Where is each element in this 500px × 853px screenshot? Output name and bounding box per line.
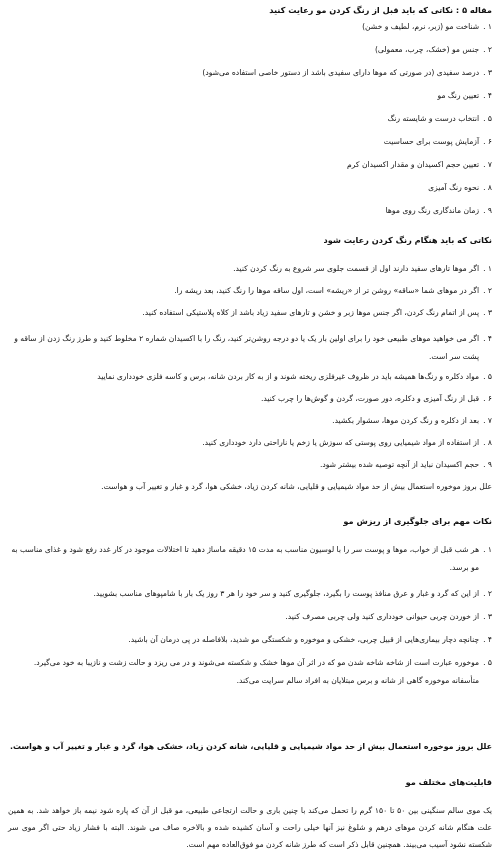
list-item [8, 160, 492, 183]
item-number: ۷ . [483, 160, 492, 169]
list-item [8, 416, 492, 438]
list-item [8, 91, 492, 114]
list-item [8, 438, 492, 460]
section-title: مقاله ۵ : نکاتی که باید قبل از رنگ کردن مو رعایت کنید [269, 5, 492, 15]
list-item [8, 394, 492, 416]
item-number: ۵ . [483, 372, 492, 381]
item-number: ۸ . [483, 438, 492, 447]
item-number: ۳ . [483, 68, 492, 77]
item-number: ۱ . [483, 22, 492, 31]
item-text: آزمایش پوست برای حساسیت [383, 137, 480, 146]
list-item [8, 372, 492, 394]
list-item [8, 22, 492, 45]
item-text: اگر می خواهید موهای طبیعی خود را برای اولین بار یک یا دو درجه روشن‌تر کنید، رنگ را با اکسیدان شماره ۲ مخلوط کنید و طرز رنگ زدن از ساقه و پشت سر است. [14, 334, 480, 361]
list-item [8, 45, 492, 68]
item-number: ۵ . [483, 658, 492, 667]
item-number: ۶ . [483, 137, 492, 146]
list-item [8, 183, 492, 206]
bold-note: علل بروز موخوره استعمال بیش از حد مواد شیمیایی و قلیایی، شانه کردن زیاد، خشکی هوا، گرد و غبار و تغییر آب و هواست. [10, 742, 492, 751]
item-text: موخوره عبارت است از شاخه شاخه شدن مو که در اثر آن موها خشک و شکسته می‌شوند و در می ریزد و حالت زشت و نازیبا به خود می‌گیرد. متأسفانه موخوره گاهی از شانه و برس مبتلایان به افراد سالم سرایت می‌کند. [33, 658, 480, 685]
item-number: ۹ . [483, 206, 492, 215]
list-item [8, 330, 492, 372]
list-item [8, 631, 492, 654]
item-number: ۳ . [483, 612, 492, 621]
item-text: اگر در موهای شما «ساقه» روشن تر از «ریشه» است، اول ساقه موها را رنگ کنید، بعد ریشه را. [174, 286, 480, 295]
section-pre-coloring [8, 4, 492, 222]
list-item [8, 286, 492, 308]
list-item [8, 654, 492, 694]
item-text: پس از اتمام رنگ کردن، اگر جنس موها زبر و خشن و تارهای سفید زیاد باشد از کلاه پلاستیکی استفاده کنید. [142, 308, 480, 317]
list-item [8, 608, 492, 631]
list-item [8, 206, 492, 222]
section-hair-abilities [8, 776, 492, 853]
item-text: درصد سفیدی (در صورتی که موها دارای سفیدی باشد از دستور خاصی استفاده می‌شود) [202, 68, 480, 77]
item-text: نحوه رنگ آمیزی [428, 183, 480, 192]
list-item [8, 264, 492, 286]
item-number: ۲ . [483, 286, 492, 295]
list-item [8, 308, 492, 330]
item-number: ۴ . [483, 635, 492, 644]
list-item [8, 137, 492, 160]
item-text: چنانچه دچار بیماری‌هایی از قبیل چربی، خشکی و موخوره و شکستگی مو شدید، بلافاصله در پی درمان آن باشید. [128, 635, 480, 644]
list-item [8, 460, 492, 482]
list-item [8, 541, 492, 585]
item-number: ۷ . [483, 416, 492, 425]
item-number: ۲ . [483, 45, 492, 54]
section-title: نکات مهم برای جلوگیری از ریزش مو [343, 516, 492, 526]
item-text: اگر موها تارهای سفید دارند اول از قسمت جلوی سر شروع به رنگ کردن کنید. [233, 264, 480, 273]
section-title: نکاتی که باید هنگام رنگ کردن رعایت شود [323, 235, 492, 245]
list-item [8, 585, 492, 608]
item-text: بعد از دکلره و رنگ کردن موها، سشوار بکشید. [332, 416, 480, 425]
item-number: ۸ . [483, 183, 492, 192]
item-text: زمان ماندگاری رنگ روی موها [385, 206, 480, 215]
item-number: ۳ . [483, 308, 492, 317]
item-text: مواد دکلره و رنگ‌ها همیشه باید در ظروف غیرفلزی ریخته شوند و از به کار بردن شانه، برس و کاسه فلزی خودداری نمایید [97, 372, 480, 381]
item-number: ۴ . [483, 334, 492, 343]
item-text: انتخاب درست و شایسته رنگ [387, 114, 480, 123]
item-text: جنس مو (خشک، چرب، معمولی) [374, 45, 480, 54]
item-text: شناخت مو (زبر، نرم، لطیف و خشن) [362, 22, 480, 31]
section-during-coloring [8, 234, 492, 492]
section-note: علل بروز موخوره استعمال بیش از حد مواد شیمیایی و قلیایی، شانه کردن زیاد، خشکی هوا، گرد و غبار و تغییر آب و هواست. [101, 482, 492, 491]
section-title: قابلیت‌های مختلف مو [405, 777, 492, 787]
section-paragraph: یک موی سالم سنگینی بین ۵۰ تا ۱۵۰ گرم را تحمل می‌کند با چنین باری و حالت ارتجاعی طبیعی، مو قبل از آن که پاره شود نیمه باز خواهد شد. به همین علت هنگام شانه کردن موهای درهم و شلوغ نیز آنها خیلی راحت و آسان کشیده شده و بالاخره صاف می شوند. البته با فشار زیاد حتی اگر موی سر شکسته نشود آسیب می‌بیند. همچنین قابل ذکر است که طرز شانه کردن مو فوق‌العاده مهم است. [8, 806, 493, 849]
item-number: ۹ . [483, 460, 492, 469]
item-number: ۵ . [483, 114, 492, 123]
item-number: ۴ . [483, 91, 492, 100]
item-number: ۱ . [483, 264, 492, 273]
item-text: هر شب قبل از خواب، موها و پوست سر را با لوسیون مناسب به مدت ۱۵ دقیقه ماساژ دهید تا اختلالات موجود در کار غدد رفع شود و غذای مناسب به مو برسد. [11, 545, 480, 572]
section-hair-loss-prevention [8, 515, 492, 694]
item-text: از این که گرد و غبار و عرق منافذ پوست را بگیرد، جلوگیری کنید و سر خود را هر ۳ روز یک بار با شامپوهای مناسب بشویید. [93, 589, 480, 598]
list-item [8, 68, 492, 91]
item-text: از استفاده از مواد شیمیایی روی پوستی که سوزش یا زخم یا ناراحتی دارد خودداری کنید. [202, 438, 480, 447]
item-number: ۶ . [483, 394, 492, 403]
list-item [8, 114, 492, 137]
item-text: قبل از رنگ آمیزی و دکلره، دور صورت، گردن و گوش‌ها را چرب کنید. [260, 394, 480, 403]
item-text: از خوردن چربی حیوانی خودداری کنید ولی چربی مصرف کنید. [285, 612, 480, 621]
item-text: حجم اکسیدان نباید از آنچه توصیه شده بیشتر شود. [319, 460, 480, 469]
item-text: تعیین حجم اکسیدان و مقدار اکسیدان کرم [347, 160, 480, 169]
item-text: تعیین رنگ مو [437, 91, 480, 100]
item-number: ۲ . [483, 589, 492, 598]
item-number: ۱ . [483, 545, 492, 554]
